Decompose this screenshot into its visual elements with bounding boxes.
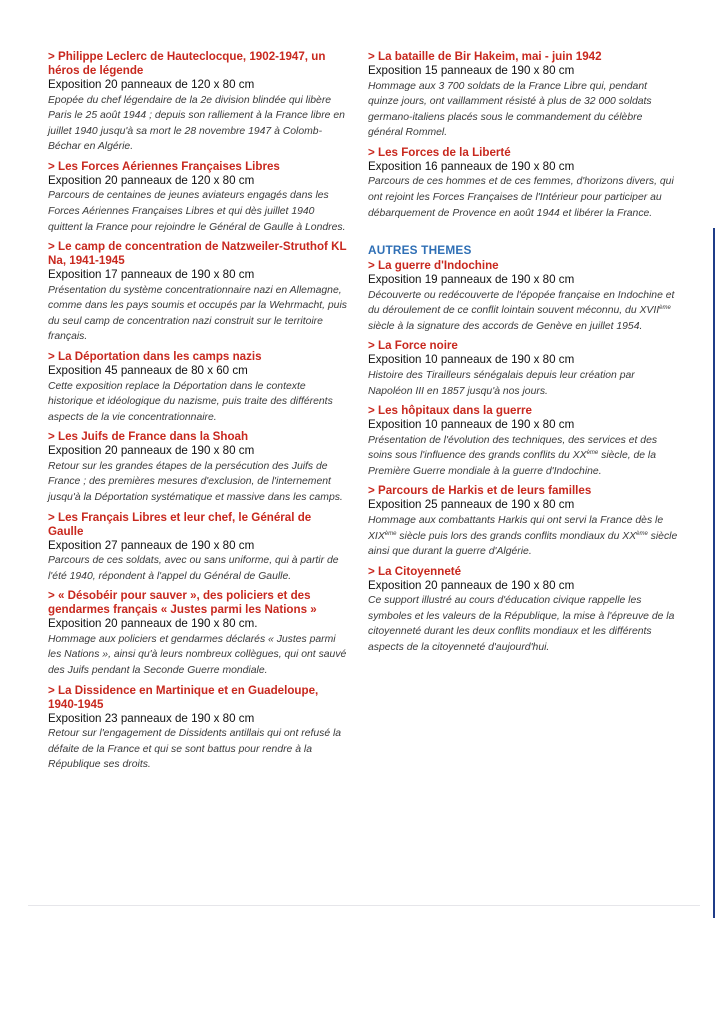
exhibition-entry — [368, 404, 678, 479]
exhibition-entry — [48, 589, 348, 678]
exhibition-description — [48, 93, 348, 155]
description-text: siècle, de la Première Guerre mondiale à la guerre d'Indochine. — [368, 450, 657, 477]
description-text: Ce support illustré au cours d'éducation civique rappelle les symboles et les valeurs de la République, la mise à l'épreuve de la citoyenneté durant les deux conflits mondiaux et les différents aspects de la citoyenneté d'aujourd'hui. — [368, 595, 675, 653]
exhibition-description — [368, 513, 678, 560]
exhibition-description — [368, 174, 678, 221]
exhibition-title: > Les Juifs de France dans la Shoah — [48, 430, 249, 444]
exhibition-entry — [48, 160, 348, 235]
description-text: Retour sur les grandes étapes de la persécution des Juifs de France ; des premières mesures d'exclusion, de l'internement jusqu'à la Déportation systématique et massive dans les camps. — [48, 460, 343, 503]
description-text: Histoire des Tirailleurs sénégalais depuis leur création par Napoléon III en 1857 jusqu'à nos jours. — [368, 369, 635, 397]
right-column — [368, 50, 678, 661]
exhibition-entry — [48, 511, 348, 585]
exhibition-dimensions: Exposition 27 panneaux de 190 x 80 cm — [48, 538, 255, 552]
description-text: Présentation de l'évolution des techniques, des services et des soins sous l'influence des grands conflits du XX — [368, 434, 658, 462]
exhibition-entry — [48, 430, 348, 505]
exhibition-description — [48, 459, 348, 506]
exhibition-title: > La Force noire — [368, 339, 458, 353]
footer-rule — [28, 905, 700, 906]
exhibition-dimensions: Exposition 45 panneaux de 80 x 60 cm — [48, 364, 248, 378]
exhibition-entry — [368, 50, 678, 141]
exhibition-dimensions: Exposition 15 panneaux de 190 x 80 cm — [368, 64, 575, 77]
exhibition-title: > Les Forces Aériennes Françaises Libres — [48, 159, 280, 173]
exhibition-dimensions: Exposition 20 panneaux de 190 x 80 cm — [368, 578, 575, 592]
exhibition-title: > La guerre d'Indochine — [368, 259, 499, 273]
exhibition-dimensions: Exposition 10 panneaux de 190 x 80 cm — [368, 418, 575, 432]
exhibition-title: > « Désobéir pour sauver », des policiers et des gendarmes français « Justes parmi les Nations » — [48, 589, 317, 617]
description-text: siècle à la signature des accords de Genève en juillet 1954. — [368, 320, 643, 332]
exhibition-dimensions: Exposition 20 panneaux de 190 x 80 cm — [48, 444, 255, 458]
exhibition-description — [368, 433, 678, 480]
exhibition-title: > La bataille de Bir Hakeim, mai - juin 1942 — [368, 50, 602, 63]
exhibition-dimensions: Exposition 10 panneaux de 190 x 80 cm — [368, 353, 575, 367]
exhibition-dimensions: Exposition 17 panneaux de 190 x 80 cm — [48, 268, 255, 282]
exhibition-title: > La Dissidence en Martinique et en Guadeloupe, 1940-1945 — [48, 683, 319, 711]
description-text: siècle ainsi que durant la guerre d'Algérie. — [368, 530, 678, 558]
description-text: Cette exposition replace la Déportation dans le contexte historique et idéologique du nazisme, puis traite des différents aspects de la vie concentrationnaire. — [48, 380, 333, 423]
exhibition-entry — [368, 146, 678, 221]
right-entries — [368, 50, 678, 221]
exhibition-title: > Philippe Leclerc de Hauteclocque, 1902-1947, un héros de légende — [48, 50, 326, 77]
exhibition-description — [48, 188, 348, 235]
exhibition-entry — [368, 259, 678, 334]
exhibition-title: > Le camp de concentration de Natzweiler-Struthof KL Na, 1941-1945 — [48, 240, 347, 268]
ordinal-superscript: ème — [636, 530, 648, 537]
exhibition-dimensions: Exposition 16 panneaux de 190 x 80 cm — [368, 159, 575, 173]
autres-themes-entries — [368, 259, 678, 655]
description-text: Parcours de ces hommes et de ces femmes, d'horizons divers, qui ont rejoint les Forces Françaises de l'Intérieur pour participer au débarquement de Provence en août 1944 et libérer la France. — [368, 176, 674, 219]
exhibition-title: > Les Forces de la Liberté — [368, 145, 511, 159]
exhibition-title: > La Déportation dans les camps nazis — [48, 350, 262, 364]
section-heading-autres-themes: AUTRES THEMES — [368, 243, 472, 258]
description-text: Hommage aux policiers et gendarmes déclarés « Justes parmi les Nations », ainsi qu'à leurs nombreux collègues, qui ont sauvé des Juifs pendant la Seconde Guerre mondiale. — [48, 633, 347, 676]
ordinal-superscript: ème — [659, 305, 671, 312]
exhibition-title: > Les Français Libres et leur chef, le Général de Gaulle — [48, 510, 312, 538]
exhibition-description — [48, 379, 348, 426]
ordinal-superscript: ème — [586, 450, 599, 457]
exhibition-dimensions: Exposition 20 panneaux de 190 x 80 cm. — [48, 617, 258, 631]
left-column — [48, 50, 348, 778]
exhibition-entry — [368, 565, 678, 656]
exhibition-entry — [48, 240, 348, 345]
description-text: Hommage aux combattants Harkis qui ont servi la France dès le XIX — [368, 514, 664, 542]
exhibition-entry — [368, 339, 678, 399]
description-text: siècle puis lors des grands conflits mondiaux du XX — [396, 530, 637, 542]
exhibition-dimensions: Exposition 23 panneaux de 190 x 80 cm — [48, 711, 255, 725]
exhibition-title: > La Citoyenneté — [368, 564, 462, 578]
exhibition-dimensions: Exposition 20 panneaux de 120 x 80 cm — [48, 78, 255, 91]
exhibition-dimensions: Exposition 20 panneaux de 120 x 80 cm — [48, 173, 255, 187]
exhibition-description — [368, 288, 678, 335]
exhibition-description — [48, 553, 348, 584]
exhibition-title: > Parcours de Harkis et de leurs familles — [368, 484, 592, 498]
exhibition-description — [368, 593, 678, 655]
description-text: Retour sur l'engagement de Dissidents antillais qui ont refusé la défaite de la France et qui se sont battus pour rendre à la République ses droits. — [48, 728, 342, 771]
exhibition-dimensions: Exposition 25 panneaux de 190 x 80 cm — [368, 498, 575, 512]
exhibition-entry — [368, 484, 678, 559]
description-text: Parcours de centaines de jeunes aviateurs engagés dans les Forces Aériennes Françaises Libres et qui dès juillet 1940 quittent la France pour rejoindre le Général de Gaulle à Londres. — [48, 190, 346, 233]
exhibition-description — [48, 283, 348, 345]
exhibition-dimensions: Exposition 19 panneaux de 190 x 80 cm — [368, 273, 575, 287]
description-text: Epopée du chef légendaire de la 2e division blindée qui libère Paris le 25 août 1944 ; depuis son ralliement à la France libre en juillet 1940 jusqu'à sa mort le 28 novembre 1947 à Colomb-Béchar en Algérie. — [48, 94, 345, 153]
description-text: Hommage aux 3 700 soldats de la France Libre qui, pendant quinze jours, ont vaillamment résisté à plus de 32 000 soldats germano-italiens placés sous le commandement du célèbre général Rommel. — [368, 80, 652, 139]
exhibition-title: > Les hôpitaux dans la guerre — [368, 404, 532, 418]
description-text: Parcours de ces soldats, avec ou sans uniforme, qui à partir de l'été 1940, répondent à l'appel du Général de Gaulle. — [48, 555, 339, 582]
exhibition-entry — [48, 684, 348, 773]
description-text: Découverte ou redécouverte de l'épopée française en Indochine et du déroulement de ce conflit lointain souvent méconnu, du XVII — [368, 289, 675, 317]
exhibition-description — [48, 726, 348, 773]
exhibition-description — [368, 368, 678, 399]
exhibition-entry — [48, 350, 348, 425]
edge-accent-bar — [713, 228, 715, 918]
exhibition-description — [48, 632, 348, 679]
ordinal-superscript: ème — [384, 530, 397, 537]
exhibition-description — [368, 79, 678, 141]
description-text: Présentation du système concentrationnaire nazi en Allemagne, comme dans les pays soumis et occupés par la Wehrmacht, puis du seul camp de concentration nazi construit sur le territoire français. — [48, 284, 347, 343]
exhibition-entry — [48, 50, 348, 155]
